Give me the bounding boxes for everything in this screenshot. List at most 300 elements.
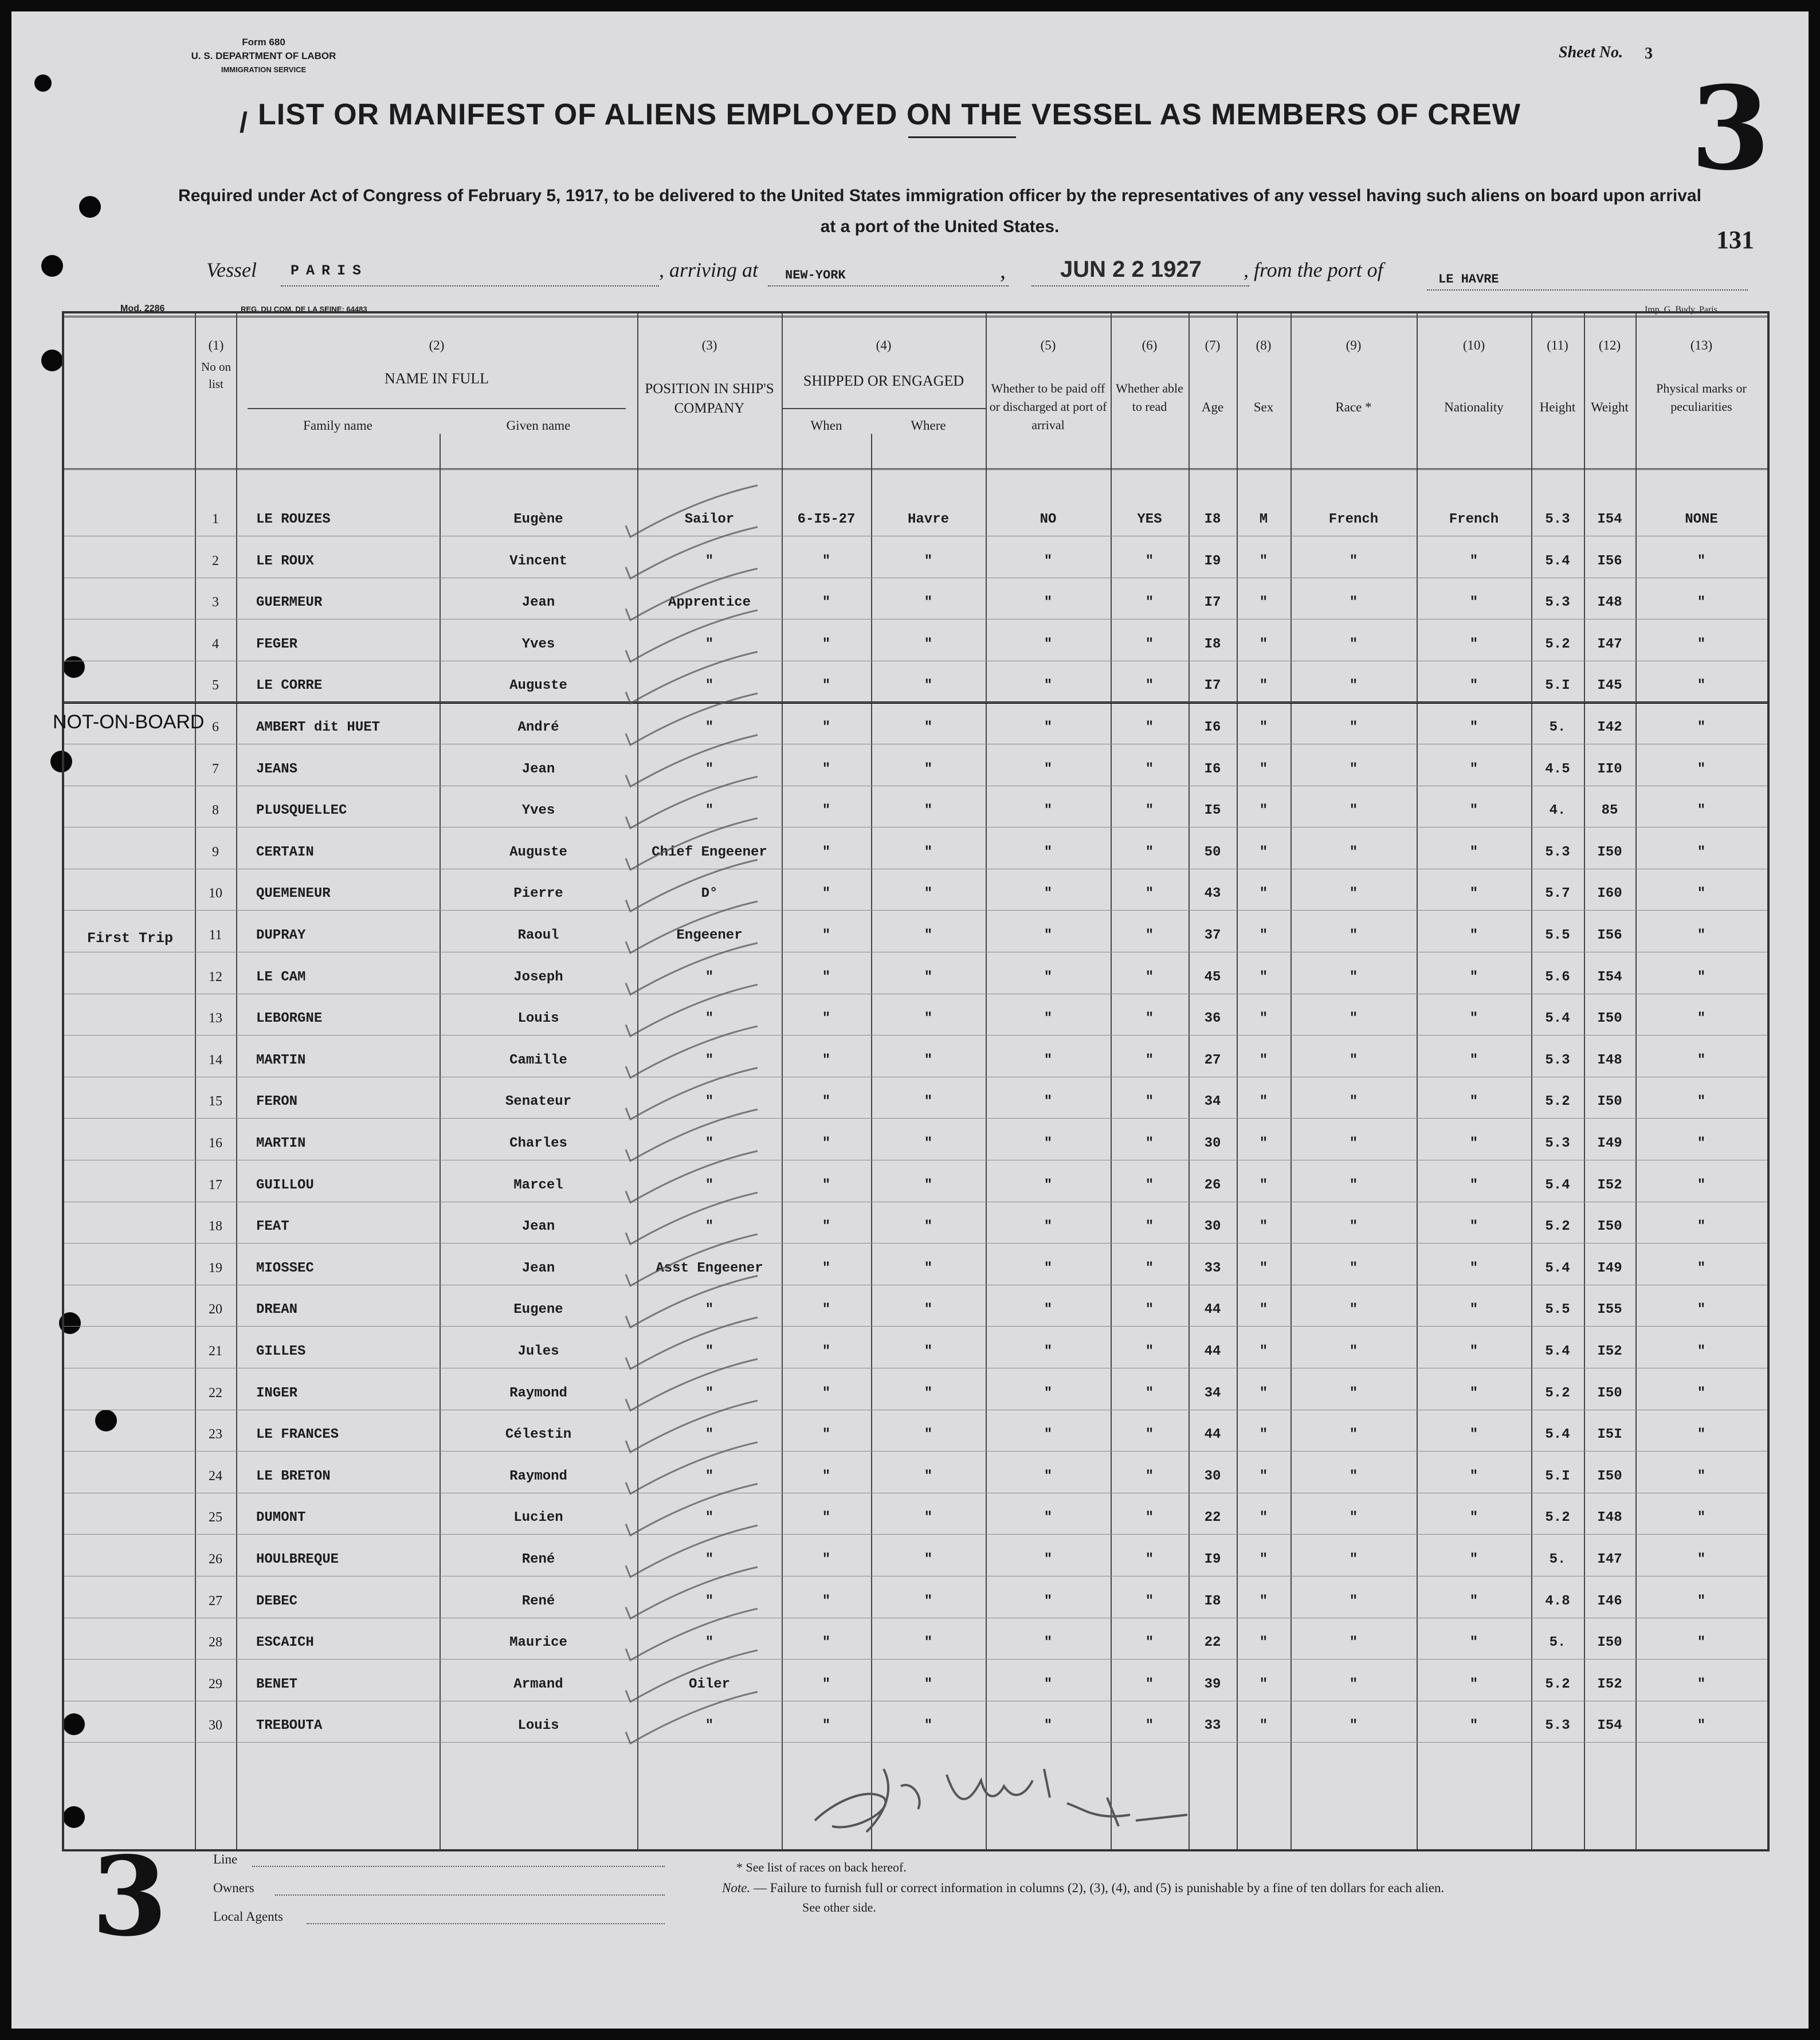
vessel-label: Vessel bbox=[206, 258, 257, 281]
position: Apprentice bbox=[668, 595, 751, 611]
physical-marks: " bbox=[1697, 1385, 1706, 1401]
physical-marks: " bbox=[1697, 1260, 1706, 1276]
physical-marks: " bbox=[1697, 1468, 1706, 1484]
paid-off: " bbox=[1044, 1011, 1053, 1027]
shipped-where: " bbox=[924, 1052, 933, 1068]
row-number: 12 bbox=[209, 969, 222, 984]
able-to-read: " bbox=[1145, 1302, 1154, 1318]
race: " bbox=[1349, 1385, 1358, 1401]
sex: " bbox=[1259, 969, 1268, 985]
shipped-where: " bbox=[924, 1635, 933, 1651]
nationality: " bbox=[1469, 1177, 1478, 1193]
nationality: " bbox=[1469, 1718, 1478, 1734]
shipped-where: " bbox=[924, 1676, 933, 1692]
position: " bbox=[705, 1385, 714, 1401]
given-name: Jean bbox=[521, 761, 555, 777]
sex: " bbox=[1259, 1344, 1268, 1359]
age: 44 bbox=[1204, 1344, 1221, 1359]
col2-number: (2) bbox=[429, 338, 445, 352]
family-name: DUMONT bbox=[256, 1510, 306, 1526]
row-number: 29 bbox=[209, 1676, 222, 1692]
sex: " bbox=[1259, 553, 1268, 569]
able-to-read: " bbox=[1145, 886, 1154, 902]
sex: " bbox=[1259, 1011, 1268, 1027]
note-text: — Failure to furnish full or correct information in columns (2), (3), (4), and (5) is punishable by a fine of ten dollars for each alien. bbox=[753, 1881, 1445, 1895]
shipped-when: " bbox=[822, 886, 831, 902]
able-to-read: " bbox=[1145, 969, 1154, 985]
check-mark bbox=[626, 901, 758, 953]
arrival-date-stamp: JUN 2 2 1927 bbox=[1060, 257, 1202, 282]
age: 26 bbox=[1204, 1177, 1221, 1193]
shipped-when: " bbox=[822, 1427, 831, 1443]
sex: " bbox=[1259, 636, 1268, 652]
weight: I45 bbox=[1597, 678, 1622, 694]
printer-mark: Imp. G. Budy, Paris bbox=[1645, 305, 1717, 315]
physical-marks: " bbox=[1697, 636, 1706, 652]
sex: " bbox=[1259, 1593, 1268, 1609]
shipped-where: " bbox=[924, 1385, 933, 1401]
col2-header: NAME IN FULL bbox=[385, 370, 489, 387]
paid-off: " bbox=[1044, 1136, 1053, 1151]
age: 34 bbox=[1204, 1385, 1221, 1401]
height: 5. bbox=[1549, 720, 1566, 735]
page-subtitle: Required under Act of Congress of February 5, 1917, to be delivered to the United States immigration officer by the representatives of any vessel having such aliens on board upon arrival at a port of the United States. bbox=[178, 186, 1701, 236]
owners-label: Owners bbox=[213, 1881, 254, 1895]
age: 22 bbox=[1204, 1635, 1221, 1651]
sex: " bbox=[1259, 1385, 1268, 1401]
position: D° bbox=[701, 886, 718, 902]
col2b-header: Given name bbox=[506, 418, 571, 433]
col9-number: (9) bbox=[1346, 338, 1362, 352]
nationality: " bbox=[1469, 969, 1478, 985]
race: " bbox=[1349, 1468, 1358, 1484]
shipped-where: " bbox=[924, 1344, 933, 1359]
weight: I56 bbox=[1597, 553, 1622, 569]
check-mark bbox=[626, 1068, 758, 1119]
height: 5.I bbox=[1545, 678, 1570, 694]
nationality: " bbox=[1469, 636, 1478, 652]
shipped-when: " bbox=[822, 1385, 831, 1401]
position: " bbox=[705, 1302, 714, 1318]
check-mark bbox=[626, 693, 758, 745]
given-name: Pierre bbox=[513, 886, 563, 902]
race: " bbox=[1349, 1094, 1358, 1110]
race: " bbox=[1349, 1219, 1358, 1235]
height: 5.5 bbox=[1545, 1302, 1570, 1318]
paid-off: " bbox=[1044, 1676, 1053, 1692]
family-name: DUPRAY bbox=[256, 928, 306, 943]
physical-marks: " bbox=[1697, 1593, 1706, 1609]
height: 5.2 bbox=[1545, 636, 1570, 652]
nationality: " bbox=[1469, 720, 1478, 735]
check-mark bbox=[626, 1400, 758, 1452]
row-number: 9 bbox=[212, 844, 219, 860]
position: Sailor bbox=[684, 512, 735, 527]
weight: I47 bbox=[1597, 636, 1622, 652]
height: 5.2 bbox=[1545, 1510, 1570, 1526]
vessel-name: PARIS bbox=[291, 262, 368, 279]
arriving-port: NEW-YORK bbox=[785, 268, 846, 283]
nationality: " bbox=[1469, 1344, 1478, 1359]
family-name: ESCAICH bbox=[256, 1635, 314, 1651]
shipped-where: " bbox=[924, 595, 933, 611]
check-mark bbox=[626, 735, 758, 787]
able-to-read: " bbox=[1145, 1219, 1154, 1235]
shipped-when: " bbox=[822, 553, 831, 569]
weight: I42 bbox=[1597, 720, 1622, 735]
binder-hole bbox=[41, 255, 63, 277]
height: 4.8 bbox=[1545, 1593, 1570, 1609]
paid-off: " bbox=[1044, 553, 1053, 569]
given-name: Raymond bbox=[509, 1385, 567, 1401]
able-to-read: YES bbox=[1137, 512, 1162, 527]
nationality: " bbox=[1469, 1011, 1478, 1027]
sheet-no-label: Sheet No. bbox=[1559, 44, 1623, 61]
nationality: " bbox=[1469, 1427, 1478, 1443]
row-number: 17 bbox=[209, 1177, 222, 1192]
manifest-table bbox=[53, 311, 1770, 1851]
sex: " bbox=[1259, 761, 1268, 777]
shipped-where: " bbox=[924, 636, 933, 652]
row-divider bbox=[64, 1742, 1767, 1743]
paid-off: NO bbox=[1040, 512, 1057, 527]
position: " bbox=[705, 1718, 714, 1734]
able-to-read: " bbox=[1145, 1052, 1154, 1068]
age: I5 bbox=[1204, 803, 1221, 819]
shipped-when: " bbox=[822, 1510, 831, 1526]
row-number: 30 bbox=[209, 1718, 222, 1733]
paid-off: " bbox=[1044, 1635, 1053, 1651]
height: 5.2 bbox=[1545, 1676, 1570, 1692]
able-to-read: " bbox=[1145, 720, 1154, 735]
check-mark bbox=[626, 1151, 758, 1203]
race: " bbox=[1349, 1676, 1358, 1692]
able-to-read: " bbox=[1145, 1427, 1154, 1443]
shipped-when: " bbox=[822, 678, 831, 694]
height: 5.7 bbox=[1545, 886, 1570, 902]
paid-off: " bbox=[1044, 636, 1053, 652]
shipped-when: " bbox=[822, 1260, 831, 1276]
height: 5.3 bbox=[1545, 1136, 1570, 1151]
nationality: " bbox=[1469, 1094, 1478, 1110]
sex: " bbox=[1259, 1510, 1268, 1526]
race: " bbox=[1349, 1177, 1358, 1193]
age: 30 bbox=[1204, 1136, 1221, 1151]
position: Asst Engeener bbox=[656, 1260, 763, 1276]
given-name: Yves bbox=[521, 636, 555, 652]
row-number: 19 bbox=[209, 1260, 222, 1276]
height: 4.5 bbox=[1545, 761, 1570, 777]
position: Engeener bbox=[676, 928, 743, 943]
row-number: 14 bbox=[209, 1052, 222, 1068]
shipped-where: " bbox=[924, 678, 933, 694]
row-number: 23 bbox=[209, 1427, 222, 1442]
weight: I50 bbox=[1597, 1094, 1622, 1110]
shipped-when: " bbox=[822, 720, 831, 735]
sex: " bbox=[1259, 720, 1268, 735]
height: 5.4 bbox=[1545, 1260, 1570, 1276]
nationality: " bbox=[1469, 1552, 1478, 1567]
able-to-read: " bbox=[1145, 803, 1154, 819]
sex: " bbox=[1259, 678, 1268, 694]
height: 5.4 bbox=[1545, 1011, 1570, 1027]
able-to-read: " bbox=[1145, 1468, 1154, 1484]
department: U. S. DEPARTMENT OF LABOR bbox=[191, 50, 336, 61]
physical-marks: " bbox=[1697, 844, 1706, 860]
nationality: " bbox=[1469, 678, 1478, 694]
position: " bbox=[705, 761, 714, 777]
height: 5.6 bbox=[1545, 969, 1570, 985]
given-name: Louis bbox=[517, 1718, 559, 1734]
weight: I50 bbox=[1597, 1385, 1622, 1401]
weight: I50 bbox=[1597, 1011, 1622, 1027]
shipped-where: " bbox=[924, 761, 933, 777]
note-label: Note. bbox=[722, 1881, 751, 1895]
age: I8 bbox=[1204, 1593, 1221, 1609]
col4-header: SHIPPED OR ENGAGED bbox=[803, 372, 964, 389]
shipped-when: " bbox=[822, 595, 831, 611]
check-mark bbox=[626, 1484, 758, 1535]
race: " bbox=[1349, 844, 1358, 860]
sex: " bbox=[1259, 1718, 1268, 1734]
row-number: 27 bbox=[209, 1593, 222, 1609]
footer-big-number: 3 bbox=[92, 1833, 168, 1960]
shipped-when: " bbox=[822, 969, 831, 985]
height: 5.3 bbox=[1545, 844, 1570, 860]
given-name: Célestin bbox=[505, 1427, 572, 1443]
weight: I52 bbox=[1597, 1344, 1622, 1359]
weight: I52 bbox=[1597, 1676, 1622, 1692]
position: " bbox=[705, 803, 714, 819]
position: " bbox=[705, 1635, 714, 1651]
title-underline bbox=[908, 136, 1016, 138]
check-mark bbox=[626, 527, 758, 579]
shipped-where: " bbox=[924, 1136, 933, 1151]
physical-marks: " bbox=[1697, 1302, 1706, 1318]
age: 44 bbox=[1204, 1302, 1221, 1318]
family-name: MIOSSEC bbox=[256, 1260, 314, 1276]
given-name: Marcel bbox=[513, 1177, 563, 1193]
shipped-where: " bbox=[924, 1094, 933, 1110]
row-number: 24 bbox=[209, 1468, 222, 1484]
weight: I55 bbox=[1597, 1302, 1622, 1318]
position: " bbox=[705, 969, 714, 985]
shipped-where: " bbox=[924, 1593, 933, 1609]
able-to-read: " bbox=[1145, 1676, 1154, 1692]
shipped-where: " bbox=[924, 803, 933, 819]
race: " bbox=[1349, 720, 1358, 735]
shipped-when: " bbox=[822, 844, 831, 860]
weight: I49 bbox=[1597, 1136, 1622, 1151]
given-name: Raoul bbox=[517, 928, 559, 943]
weight: I54 bbox=[1597, 1718, 1622, 1734]
height: 5.2 bbox=[1545, 1219, 1570, 1235]
nationality: " bbox=[1469, 1593, 1478, 1609]
family-name: LE FRANCES bbox=[256, 1427, 339, 1443]
race: " bbox=[1349, 969, 1358, 985]
given-name: Jean bbox=[521, 595, 555, 611]
sex: " bbox=[1259, 1468, 1268, 1484]
able-to-read: " bbox=[1145, 928, 1154, 943]
race: " bbox=[1349, 761, 1358, 777]
given-name: Maurice bbox=[509, 1635, 567, 1651]
position: " bbox=[705, 1052, 714, 1068]
shipped-when: " bbox=[822, 1635, 831, 1651]
check-mark bbox=[626, 1276, 758, 1327]
able-to-read: " bbox=[1145, 1552, 1154, 1567]
sex: " bbox=[1259, 844, 1268, 860]
check-mark bbox=[626, 1192, 758, 1244]
age: 30 bbox=[1204, 1219, 1221, 1235]
race: " bbox=[1349, 678, 1358, 694]
weight: I54 bbox=[1597, 969, 1622, 985]
paid-off: " bbox=[1044, 844, 1053, 860]
weight: I48 bbox=[1597, 595, 1622, 611]
physical-marks: " bbox=[1697, 1094, 1706, 1110]
col8-header: Sex bbox=[1253, 400, 1274, 414]
binder-hole bbox=[79, 196, 101, 218]
position: " bbox=[705, 1593, 714, 1609]
age: 27 bbox=[1204, 1052, 1221, 1068]
shipped-when: " bbox=[822, 1344, 831, 1359]
nationality: " bbox=[1469, 1635, 1478, 1651]
age: 33 bbox=[1204, 1718, 1221, 1734]
shipped-where: Havre bbox=[907, 512, 949, 527]
paid-off: " bbox=[1044, 720, 1053, 735]
check-mark bbox=[626, 1359, 758, 1411]
paid-off: " bbox=[1044, 886, 1053, 902]
physical-marks: " bbox=[1697, 1344, 1706, 1359]
age: I6 bbox=[1204, 761, 1221, 777]
race: " bbox=[1349, 553, 1358, 569]
row-divider bbox=[64, 1326, 1767, 1327]
physical-marks: " bbox=[1697, 1676, 1706, 1692]
family-name: INGER bbox=[256, 1385, 298, 1401]
col13-number: (13) bbox=[1690, 338, 1713, 352]
race: " bbox=[1349, 1635, 1358, 1651]
age: I6 bbox=[1204, 720, 1221, 735]
binder-hole bbox=[34, 74, 52, 92]
nationality: " bbox=[1469, 1302, 1478, 1318]
arriving-label: , arriving at bbox=[659, 258, 759, 281]
check-mark bbox=[626, 1442, 758, 1494]
height: 5.3 bbox=[1545, 1052, 1570, 1068]
row-number: 3 bbox=[212, 595, 219, 610]
weight: I47 bbox=[1597, 1552, 1622, 1567]
shipped-where: " bbox=[924, 844, 933, 860]
col9-header: Race * bbox=[1335, 400, 1372, 414]
age: I9 bbox=[1204, 553, 1221, 569]
col1-number: (1) bbox=[208, 338, 224, 352]
race: " bbox=[1349, 1052, 1358, 1068]
shipped-when: " bbox=[822, 1136, 831, 1151]
given-name: Charles bbox=[509, 1136, 567, 1151]
able-to-read: " bbox=[1145, 1011, 1154, 1027]
position: " bbox=[705, 636, 714, 652]
height: 5. bbox=[1549, 1635, 1566, 1651]
weight: I46 bbox=[1597, 1593, 1622, 1609]
position: " bbox=[705, 1177, 714, 1193]
check-mark bbox=[626, 1609, 758, 1660]
race: " bbox=[1349, 1011, 1358, 1027]
row-divider bbox=[64, 910, 1767, 911]
able-to-read: " bbox=[1145, 761, 1154, 777]
check-mark bbox=[626, 1109, 758, 1161]
age: I7 bbox=[1204, 595, 1221, 611]
given-name: Auguste bbox=[509, 678, 567, 694]
age: 37 bbox=[1204, 928, 1221, 943]
row-number: 20 bbox=[209, 1302, 222, 1317]
col10-header: Nationality bbox=[1444, 400, 1504, 414]
shipped-when: " bbox=[822, 761, 831, 777]
given-name: Eugène bbox=[513, 512, 563, 527]
race: " bbox=[1349, 1510, 1358, 1526]
position: " bbox=[705, 1510, 714, 1526]
nationality: " bbox=[1469, 1468, 1478, 1484]
shipped-when: " bbox=[822, 636, 831, 652]
family-name: GUERMEUR bbox=[256, 595, 323, 611]
sex: " bbox=[1259, 595, 1268, 611]
weight: I50 bbox=[1597, 1635, 1622, 1651]
able-to-read: " bbox=[1145, 1593, 1154, 1609]
given-name: René bbox=[521, 1552, 555, 1567]
shipped-where: " bbox=[924, 1219, 933, 1235]
family-name: CERTAIN bbox=[256, 844, 314, 860]
race: French bbox=[1328, 512, 1379, 527]
given-name: Louis bbox=[517, 1011, 559, 1027]
shipped-where: " bbox=[924, 969, 933, 985]
physical-marks: " bbox=[1697, 1635, 1706, 1651]
height: 5.3 bbox=[1545, 595, 1570, 611]
line-label: Line bbox=[213, 1852, 238, 1866]
row-number: 26 bbox=[209, 1552, 222, 1567]
check-mark bbox=[626, 984, 758, 1036]
weight: 85 bbox=[1601, 803, 1618, 819]
age: 36 bbox=[1204, 1011, 1221, 1027]
check-mark bbox=[626, 1567, 758, 1619]
paid-off: " bbox=[1044, 1260, 1053, 1276]
able-to-read: " bbox=[1145, 636, 1154, 652]
check-mark bbox=[626, 1234, 758, 1286]
age: 50 bbox=[1204, 844, 1221, 860]
physical-marks: " bbox=[1697, 553, 1706, 569]
nationality: " bbox=[1469, 1510, 1478, 1526]
nationality: " bbox=[1469, 1219, 1478, 1235]
race: " bbox=[1349, 1344, 1358, 1359]
shipped-when: " bbox=[822, 1302, 831, 1318]
row-number: 5 bbox=[212, 678, 219, 693]
position: " bbox=[705, 1011, 714, 1027]
row-number: 25 bbox=[209, 1510, 222, 1525]
height: 5.4 bbox=[1545, 1427, 1570, 1443]
height: 5. bbox=[1549, 1552, 1566, 1567]
col4a-header: When bbox=[810, 418, 842, 433]
paid-off: " bbox=[1044, 1718, 1053, 1734]
sex: " bbox=[1259, 1094, 1268, 1110]
sex: " bbox=[1259, 1177, 1268, 1193]
able-to-read: " bbox=[1145, 1260, 1154, 1276]
row-divider bbox=[64, 1118, 1767, 1119]
paid-off: " bbox=[1044, 1052, 1053, 1068]
row-number: 4 bbox=[212, 636, 219, 652]
shipped-where: " bbox=[924, 720, 933, 735]
race: " bbox=[1349, 928, 1358, 943]
age: I8 bbox=[1204, 636, 1221, 652]
physical-marks: " bbox=[1697, 720, 1706, 735]
age: I8 bbox=[1204, 512, 1221, 527]
col5-number: (5) bbox=[1040, 338, 1056, 352]
physical-marks: " bbox=[1697, 1219, 1706, 1235]
